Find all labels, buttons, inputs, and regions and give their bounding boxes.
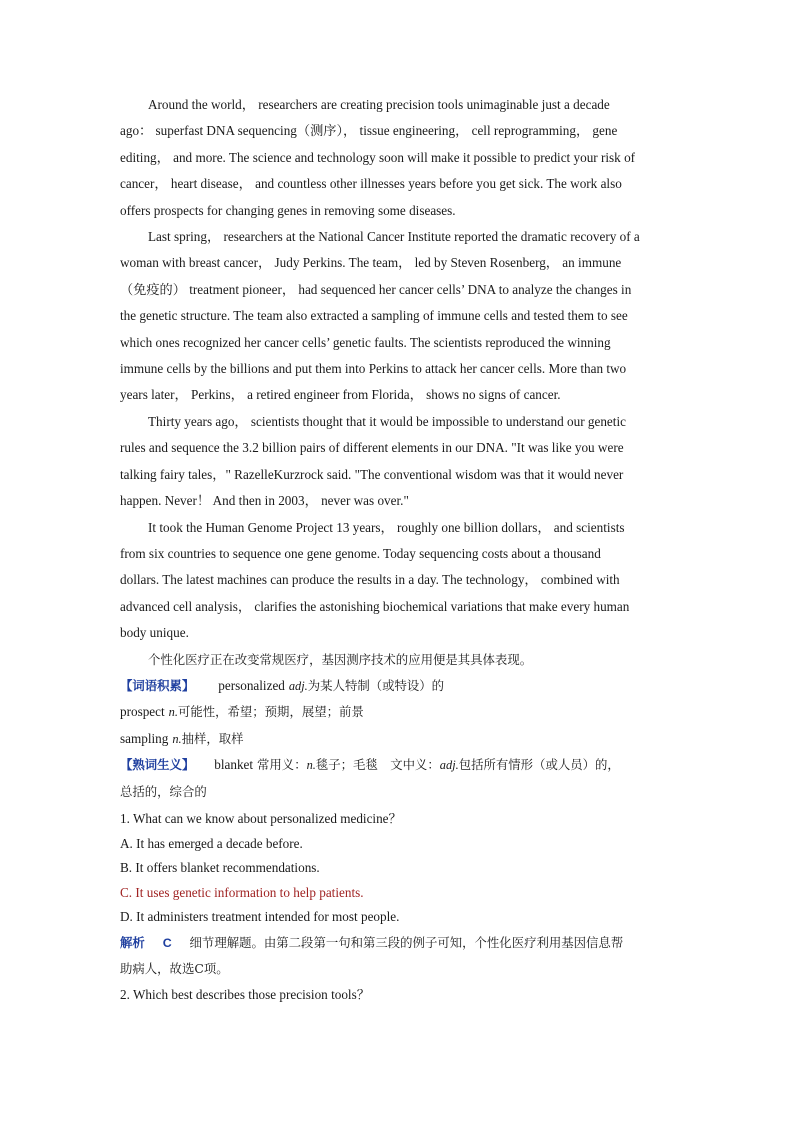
text-line: rules and sequence the 3.2 billion pairs of different elements in our DNA. "It was like you were bbox=[120, 440, 624, 456]
text-line: dollars. The latest machines can produce the results in a day. The technology， combined with bbox=[120, 572, 620, 588]
text-line: Around the world， researchers are creating precision tools unimaginable just a decade bbox=[148, 97, 610, 112]
text-line: Thirty years ago， scientists thought that it would be impossible to understand our genetic bbox=[148, 413, 626, 429]
passage bbox=[120, 92, 676, 647]
text-line: It took the Human Genome Project 13 years， roughly one billion dollars， and scientists bbox=[148, 519, 625, 535]
text-line: Last spring， researchers at the National Cancer Institute reported the dramatic recovery of a bbox=[148, 229, 640, 245]
text-line: the genetic structure. The team also extracted a sampling of immune cells and tested them to see bbox=[120, 308, 628, 324]
paragraph-1 bbox=[120, 92, 676, 224]
vocab-meaning: 可能性，希望；预期，展望；前景 bbox=[177, 704, 364, 720]
text-line: woman with breast cancer， Judy Perkins. The team， led by Steven Rosenberg， an immune bbox=[120, 255, 622, 271]
phrase-common-label: 常用义： bbox=[257, 757, 307, 773]
vocab-meaning: 为某人特制（或特设）的 bbox=[307, 677, 445, 693]
vocab-section bbox=[120, 673, 676, 752]
question-stem: 1. What can we know about personalized medicine？ bbox=[120, 810, 402, 826]
text-line: offers prospects for changing genes in removing some diseases. bbox=[120, 202, 456, 218]
phrase-common-meaning: 毯子；毛毯 文中义： bbox=[315, 757, 440, 773]
option-c: C. It uses genetic information to help patients. bbox=[120, 884, 364, 900]
vocab-label: 【词语积累】 bbox=[120, 677, 195, 693]
option-d: D. It administers treatment intended for most people. bbox=[120, 909, 400, 925]
vocab-pos: n. bbox=[172, 731, 182, 746]
phrase-pos: adj. bbox=[439, 758, 459, 773]
phrase-line: 总括的，综合的 bbox=[120, 783, 207, 799]
paragraph-4 bbox=[120, 515, 676, 647]
text-line: ago： superfast DNA sequencing（测序）， tissue engineering， cell reprogramming， gene bbox=[120, 123, 618, 139]
vocab-item bbox=[120, 726, 676, 752]
analysis-answer: C bbox=[162, 935, 172, 950]
phrase-context-meaning: 包括所有情形（或人员）的， bbox=[458, 757, 620, 773]
analysis-line bbox=[120, 930, 676, 956]
text-line: years later， Perkins， a retired engineer from Florida， shows no signs of cancer. bbox=[120, 387, 561, 403]
phrase-word: blanket bbox=[214, 757, 254, 773]
question-stem: 2. Which best describes those precision tools？ bbox=[120, 986, 370, 1002]
question-1 bbox=[120, 807, 676, 983]
text-line: immune cells by the billions and put them into Perkins to attack her cancer cells. More than two bbox=[120, 361, 627, 377]
text-line: which ones recognized her cancer cells’ genetic faults. The scientists reproduced the winning bbox=[120, 334, 611, 350]
text-line: from six countries to sequence one gene genome. Today sequencing costs about a thousand bbox=[120, 545, 601, 561]
phrase-label: 【熟词生义】 bbox=[120, 757, 195, 773]
phrase-section bbox=[120, 752, 676, 805]
text-line: editing， and more. The science and technology soon will make it possible to predict your risk of bbox=[120, 149, 636, 165]
paragraph-3 bbox=[120, 409, 676, 515]
vocab-item bbox=[120, 673, 676, 699]
question-2 bbox=[120, 983, 676, 1008]
text-line: happen. Never！ And then in 2003， never was over." bbox=[120, 493, 409, 509]
text-line: body unique. bbox=[120, 625, 189, 641]
vocab-pos: n. bbox=[168, 705, 178, 720]
paragraph-2 bbox=[120, 224, 676, 409]
option-b: B. It offers blanket recommendations. bbox=[120, 860, 320, 876]
vocab-pos: adj. bbox=[288, 678, 308, 693]
summary-text: 个性化医疗正在改变常规医疗，基因测序技术的应用便是其具体表现。 bbox=[148, 651, 533, 667]
text-line: talking fairy tales，" RazelleKurzrock said. "The conventional wisdom was that it would never bbox=[120, 466, 624, 482]
analysis-line: 助病人，故选C项。 bbox=[120, 961, 229, 977]
document-page bbox=[120, 92, 676, 1007]
text-line: cancer， heart disease， and countless other illnesses years before you get sick. The work also bbox=[120, 176, 622, 192]
phrase-line bbox=[120, 752, 676, 778]
vocab-meaning: 抽样，取样 bbox=[181, 730, 244, 746]
phrase-pos: n. bbox=[306, 758, 316, 773]
vocab-item bbox=[120, 699, 676, 725]
vocab-word: prospect bbox=[120, 704, 165, 720]
vocab-word: personalized bbox=[218, 677, 285, 693]
analysis-label: 解析 bbox=[120, 934, 145, 950]
analysis-text: 细节理解题。由第二段第一句和第三段的例子可知，个性化医疗利用基因信息帮 bbox=[189, 934, 624, 950]
vocab-word: sampling bbox=[120, 730, 169, 746]
text-line: （免疫的） treatment pioneer， had sequenced her cancer cells’ DNA to analyze the changes in bbox=[120, 281, 632, 297]
text-line: advanced cell analysis， clarifies the astonishing biochemical variations that make every human bbox=[120, 598, 630, 614]
option-a: A. It has emerged a decade before. bbox=[120, 835, 303, 851]
